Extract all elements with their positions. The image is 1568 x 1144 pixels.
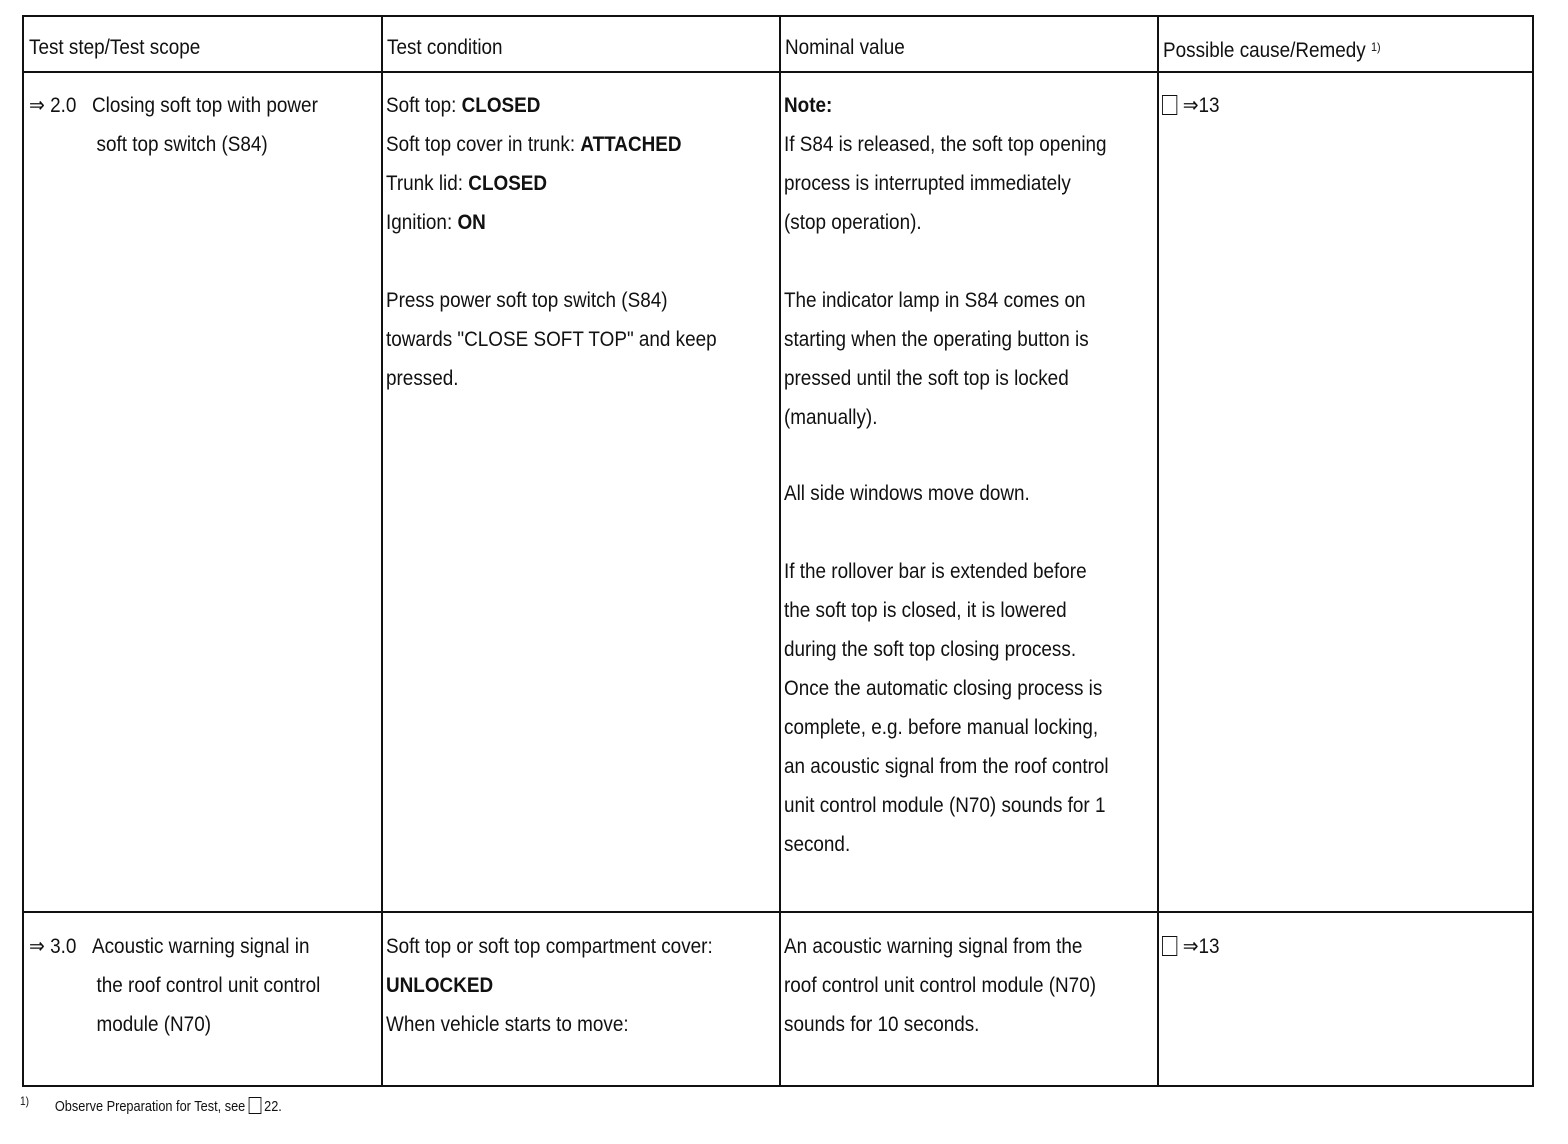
column-divider bbox=[779, 17, 781, 1085]
column-divider bbox=[1157, 17, 1159, 1085]
header-nominal-value: Nominal value bbox=[785, 36, 905, 59]
test-step-2-0: ⇒ 2.0 Closing soft top with power soft top switch (S84) bbox=[29, 94, 318, 156]
document-ref-icon bbox=[249, 1097, 262, 1114]
header-divider bbox=[24, 71, 1532, 73]
document-ref-icon bbox=[1162, 936, 1177, 956]
test-condition-3-0: Soft top or soft top compartment cover: UNLOCKED When vehicle starts to move: bbox=[386, 935, 713, 1036]
document-ref-icon bbox=[1162, 95, 1177, 115]
remedy-3-0[interactable]: ⇒13 bbox=[1162, 927, 1220, 966]
row-divider bbox=[24, 911, 1532, 913]
footnote: $^{1)}$ Observe Preparation for Test, see 22. bbox=[20, 1094, 282, 1115]
test-step-3-0: ⇒ 3.0 Acoustic warning signal in the roof control unit control module (N70) bbox=[29, 935, 321, 1036]
header-test-step: Test step/Test scope bbox=[29, 36, 201, 59]
remedy-2-0[interactable]: ⇒13 bbox=[1162, 86, 1220, 125]
test-condition-2-0: Soft top: CLOSED Soft top cover in trunk: ATTACHED Trunk lid: CLOSED Ignition: ON Press power soft top switch (S84) towards "CLOSE SOFT TOP" and keep pressed. bbox=[386, 94, 717, 390]
column-divider bbox=[381, 17, 383, 1085]
header-possible-cause: Possible cause/Remedy $^{1)}$ bbox=[1163, 39, 1381, 62]
test-table bbox=[22, 15, 1534, 1087]
header-test-condition: Test condition bbox=[387, 36, 503, 59]
nominal-value-3-0: An acoustic warning signal from the roof control unit control module (N70) sounds for 10 seconds. bbox=[784, 935, 1097, 1036]
nominal-value-2-0: Note: If S84 is released, the soft top opening process is interrupted immediately (stop operation). The indicator lamp in S84 comes on starting when the operating button is pressed until the soft top is locked (manually). All side windows move down. If the rollover bar is extended before the soft top is closed, it is lowered during the soft top closing process. Once the automatic closing process is complete, e.g. before manual locking, an acoustic signal from the roof control unit control module (N70) sounds for 1 second. bbox=[784, 94, 1109, 856]
